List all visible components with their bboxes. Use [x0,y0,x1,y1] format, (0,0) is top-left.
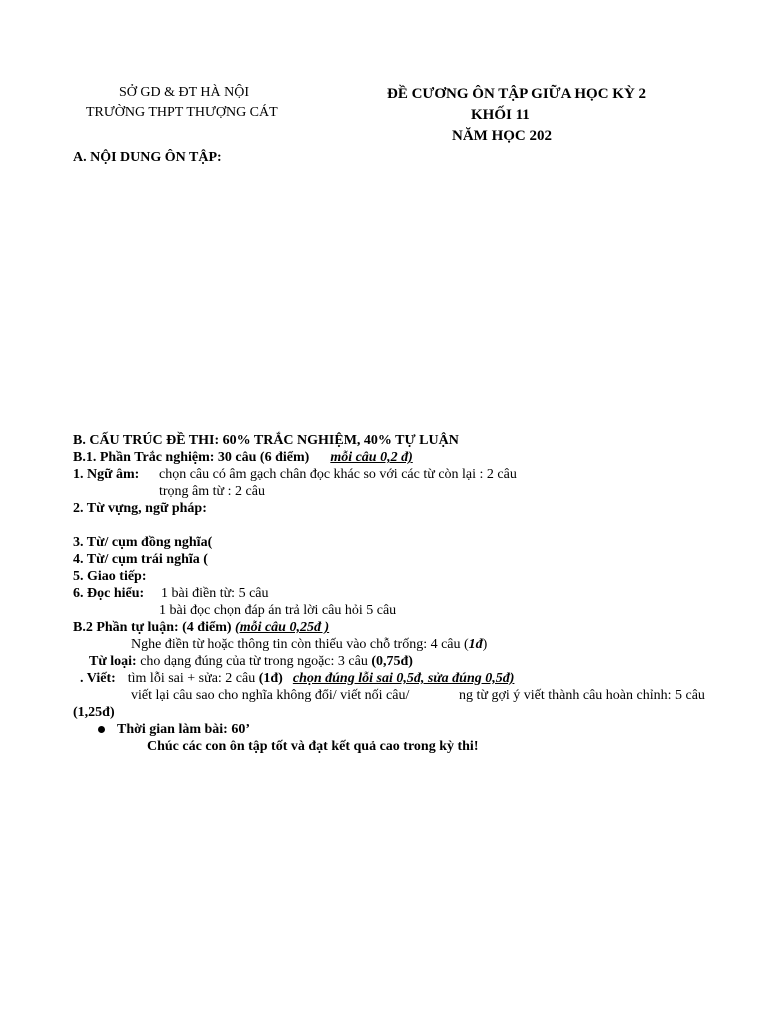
document-title: ĐỀ CƯƠNG ÔN TẬP GIỮA HỌC KỲ 2 [387,86,647,102]
word-form-score: (0,75đ) [371,654,413,669]
section-a-heading: A. NỘI DUNG ÔN TẬP: [73,150,222,165]
item-5-label: 5. Giao tiếp: [73,569,147,584]
grade-label: KHỐI 11 [471,107,530,123]
rewrite-text-a: viết lại câu sao cho nghĩa không đổi/ viết nối câu/ [131,688,410,703]
listening-text: Nghe điền từ hoặc thông tin còn thiếu vào chỗ trống: 4 câu ( [131,637,469,652]
listening-score: 1đ [468,637,483,652]
rewrite-text-b: ng từ gợi ý viết thành câu hoàn chỉnh: 5 câu [459,688,705,703]
word-form-label: Từ loại: [89,654,137,669]
b2-line [73,619,329,636]
listening-line [131,636,487,653]
word-form-line [89,653,413,670]
writing-score: (1đ) [258,671,283,686]
item-3-label: 3. Từ/ cụm đồng nghĩa( [73,535,213,550]
b1-heading: B.1. Phần Trắc nghiệm: 30 câu (6 điểm) [73,450,310,465]
writing-label: . Viết: [80,671,116,686]
b1-score-note: mỗi câu 0,2 đ) [330,450,413,465]
rewrite-score: (1,25đ) [73,705,115,720]
time-line [98,721,250,738]
item-1-line [73,466,139,483]
writing-line [80,670,514,687]
bullet-icon [98,726,105,733]
writing-text: tìm lỗi sai + sửa: 2 câu [127,671,256,686]
item-1-text-a: chọn câu có âm gạch chân đọc khác so với các từ còn lại : 2 câu [159,467,517,482]
item-4-label: 4. Từ/ cụm trái nghĩa ( [73,552,208,567]
school-year: NĂM HỌC 202 [452,128,552,144]
b1-line [73,449,413,466]
school-name: TRƯỜNG THPT THƯỢNG CÁT [86,105,278,120]
b2-score-note: (mỗi câu 0,25đ ) [235,620,330,635]
b2-heading: B.2 Phần tự luận: (4 điểm) [73,620,232,635]
section-b-heading: B. CẤU TRÚC ĐỀ THI: 60% TRẮC NGHIỆM, 40% TỰ LUẬN [73,433,459,448]
item-1-label: 1. Ngữ âm: [73,467,140,482]
time-text: Thời gian làm bài: 60’ [117,722,250,737]
writing-note: chọn đúng lỗi sai 0,5đ, sửa đúng 0,5đ) [292,671,515,686]
closing-wish: Chúc các con ôn tập tốt và đạt kết quả cao trong kỳ thi! [147,739,479,754]
item-6-text-a: 1 bài điền từ: 5 câu [161,586,269,601]
item-1-text-b: trọng âm từ : 2 câu [159,484,265,499]
item-6-text-b: 1 bài đọc chọn đáp án trả lời câu hỏi 5 câu [159,603,397,618]
word-form-text: cho dạng đúng của từ trong ngoặc: 3 câu [140,654,368,669]
department-name: SỞ GD & ĐT HÀ NỘI [119,85,250,100]
item-2-label: 2. Từ vựng, ngữ pháp: [73,501,207,516]
item-6-label: 6. Đọc hiểu: [73,586,145,601]
listening-close: ) [482,637,488,652]
